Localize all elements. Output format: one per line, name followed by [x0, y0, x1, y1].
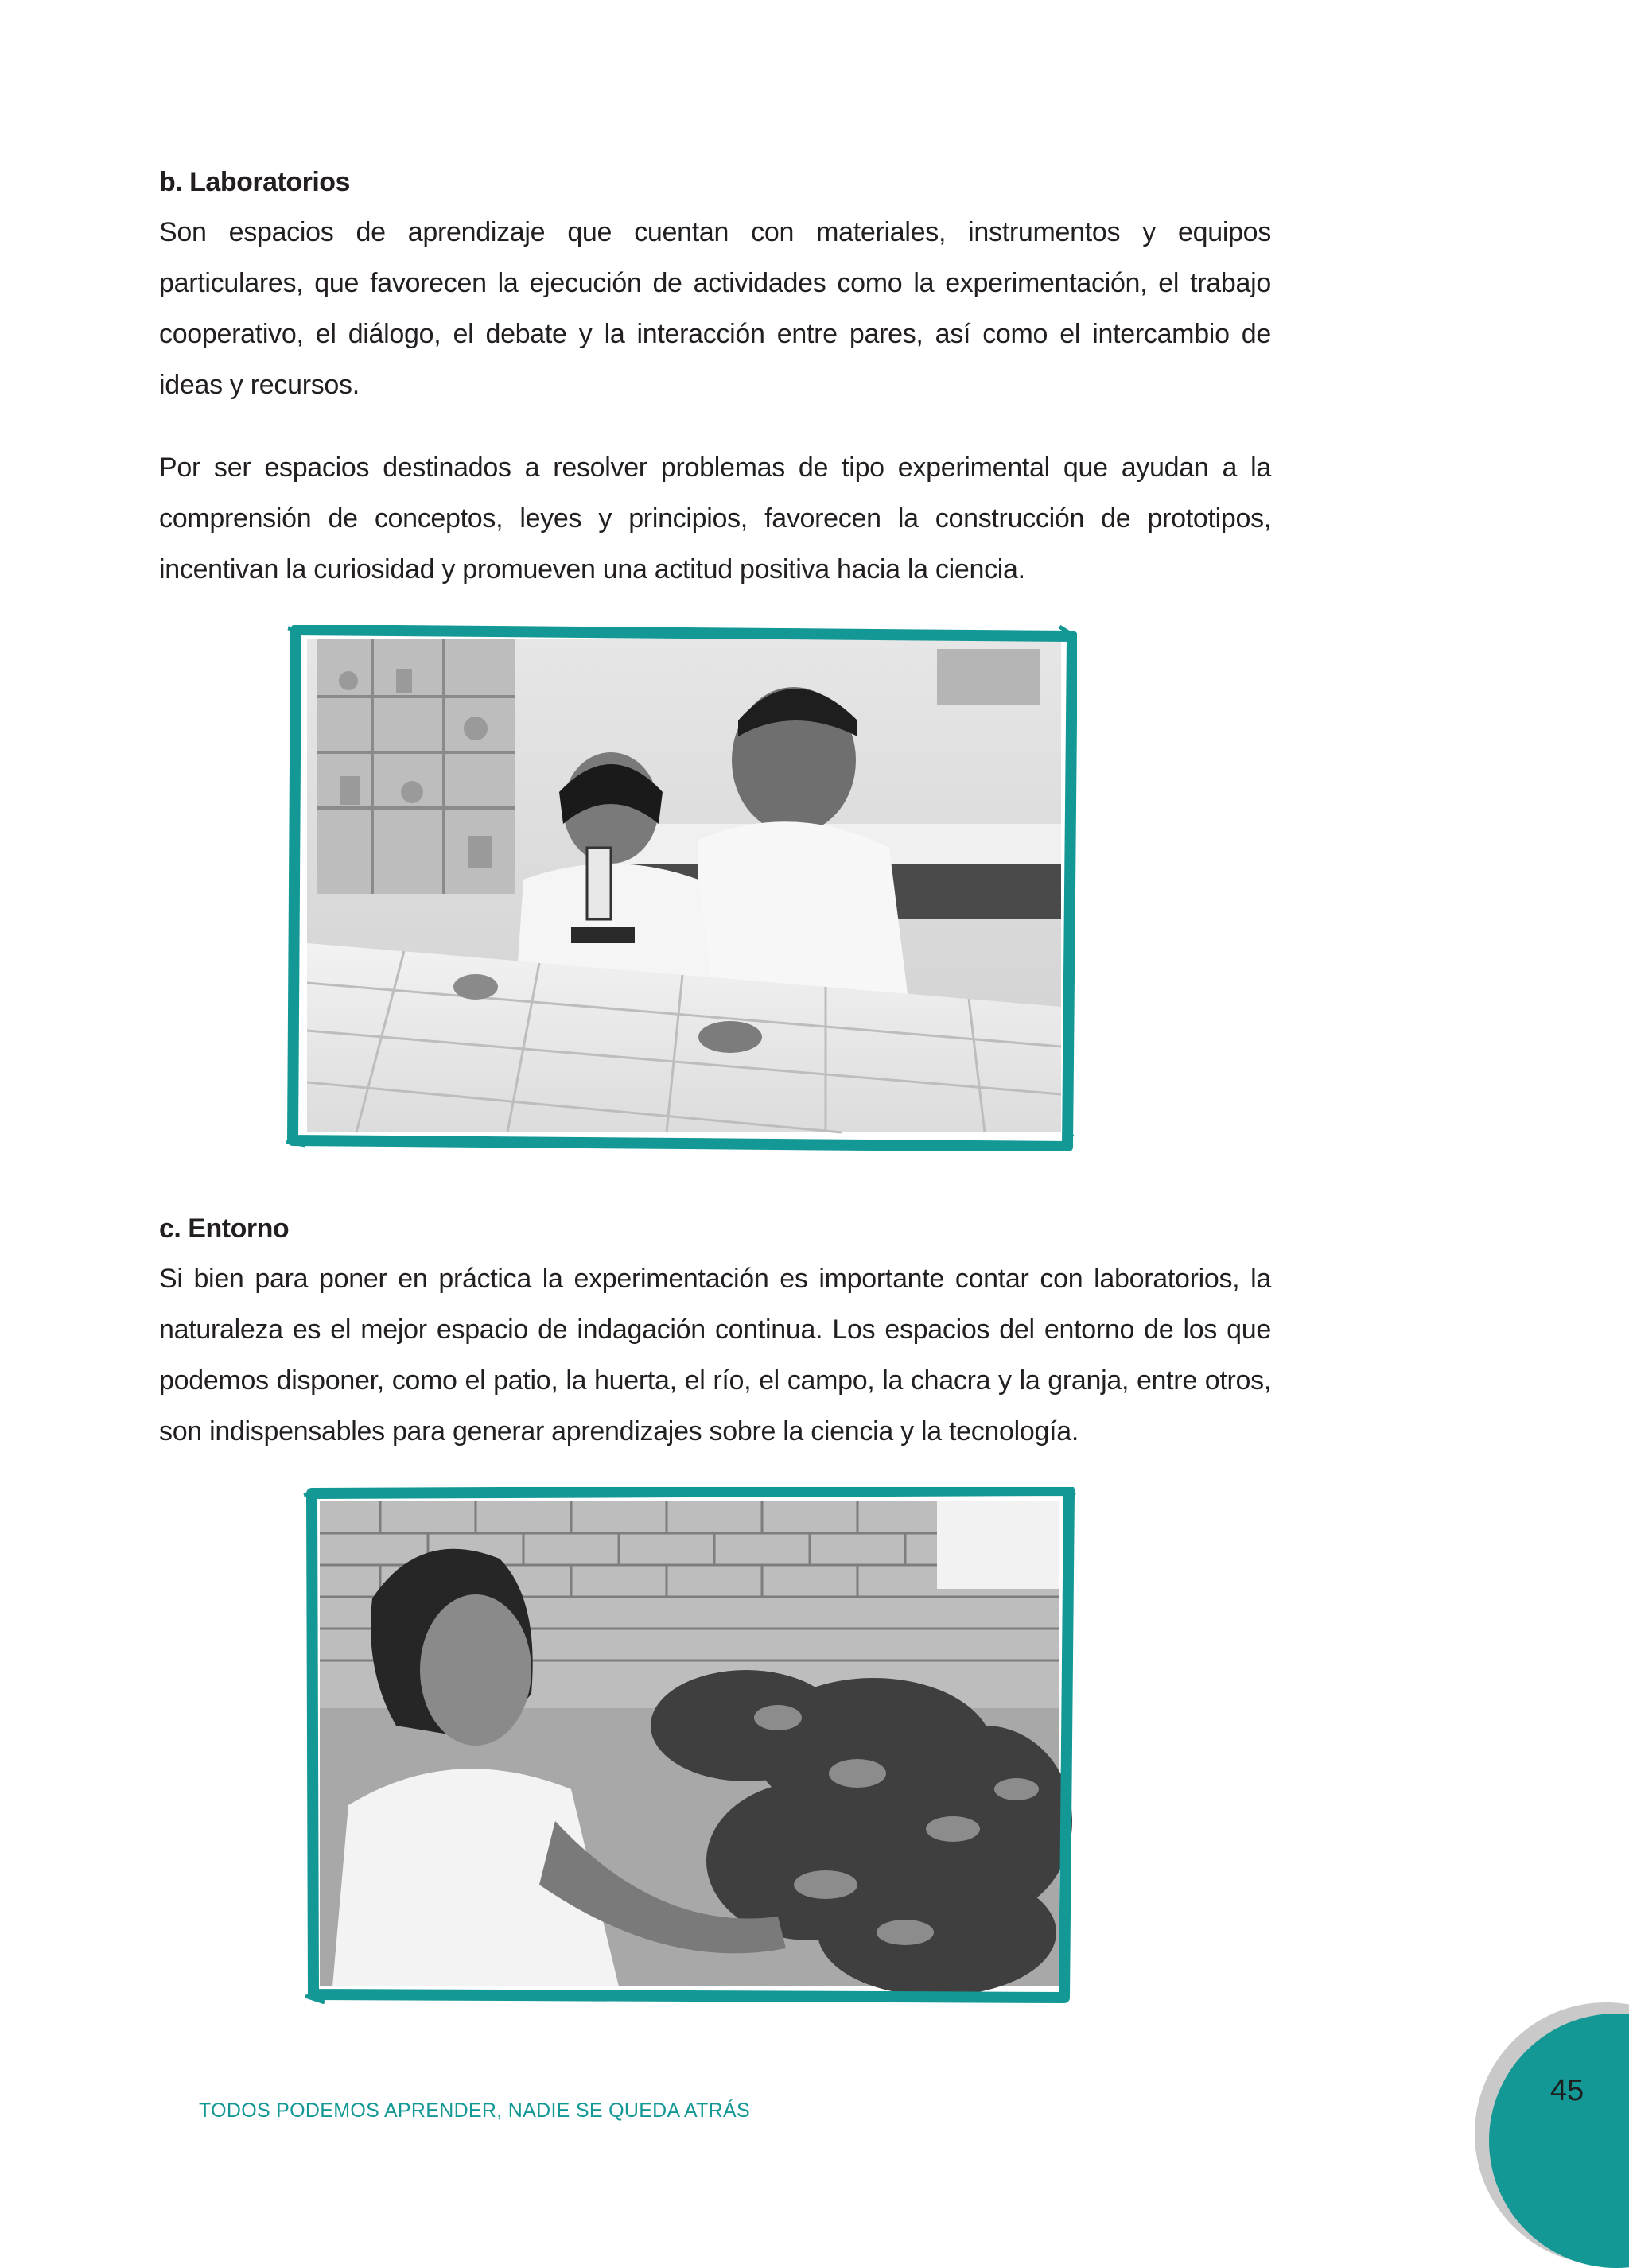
section-heading: b. Laboratorios: [159, 167, 350, 197]
footer-slogan: TODOS PODEMOS APRENDER, NADIE SE QUEDA ATRÁS: [199, 2099, 750, 2122]
lab-photo-illustration: [285, 625, 1077, 1151]
garden-photo: [301, 1487, 1077, 2004]
page-number: 45: [1549, 2074, 1584, 2107]
paragraph: Por ser espacios destinados a resolver problemas de tipo experimental que ayudan a la comprensión de conceptos, leyes y principios, favorecen la construcción de prototipos, incentivan la curiosidad y promueven una actitud positiva hacia la ciencia.: [159, 452, 1271, 584]
paragraph: Son espacios de aprendizaje que cuentan con materiales, instrumentos y equipos particulares, que favorecen la ejecución de actividades como la experimentación, el trabajo cooperativo, el diálogo, el debate y la interacción entre pares, así como el intercambio de ideas y recursos.: [159, 217, 1271, 400]
garden-photo-illustration: [301, 1487, 1077, 2004]
lab-photo: [285, 625, 1077, 1151]
section-entorno: [159, 1204, 1271, 1457]
paragraph: Si bien para poner en práctica la experimentación es importante contar con laboratorios, la naturaleza es el mejor espacio de indagación continua. Los espacios del entorno de los que podemos disponer, como el patio, la huerta, el río, el campo, la chacra y la granja, entre otros, son indispensables para generar aprendizajes sobre la ciencia y la tecnología.: [159, 1264, 1271, 1447]
section-laboratorios: [159, 157, 1271, 410]
section-heading: c. Entorno: [159, 1214, 290, 1244]
